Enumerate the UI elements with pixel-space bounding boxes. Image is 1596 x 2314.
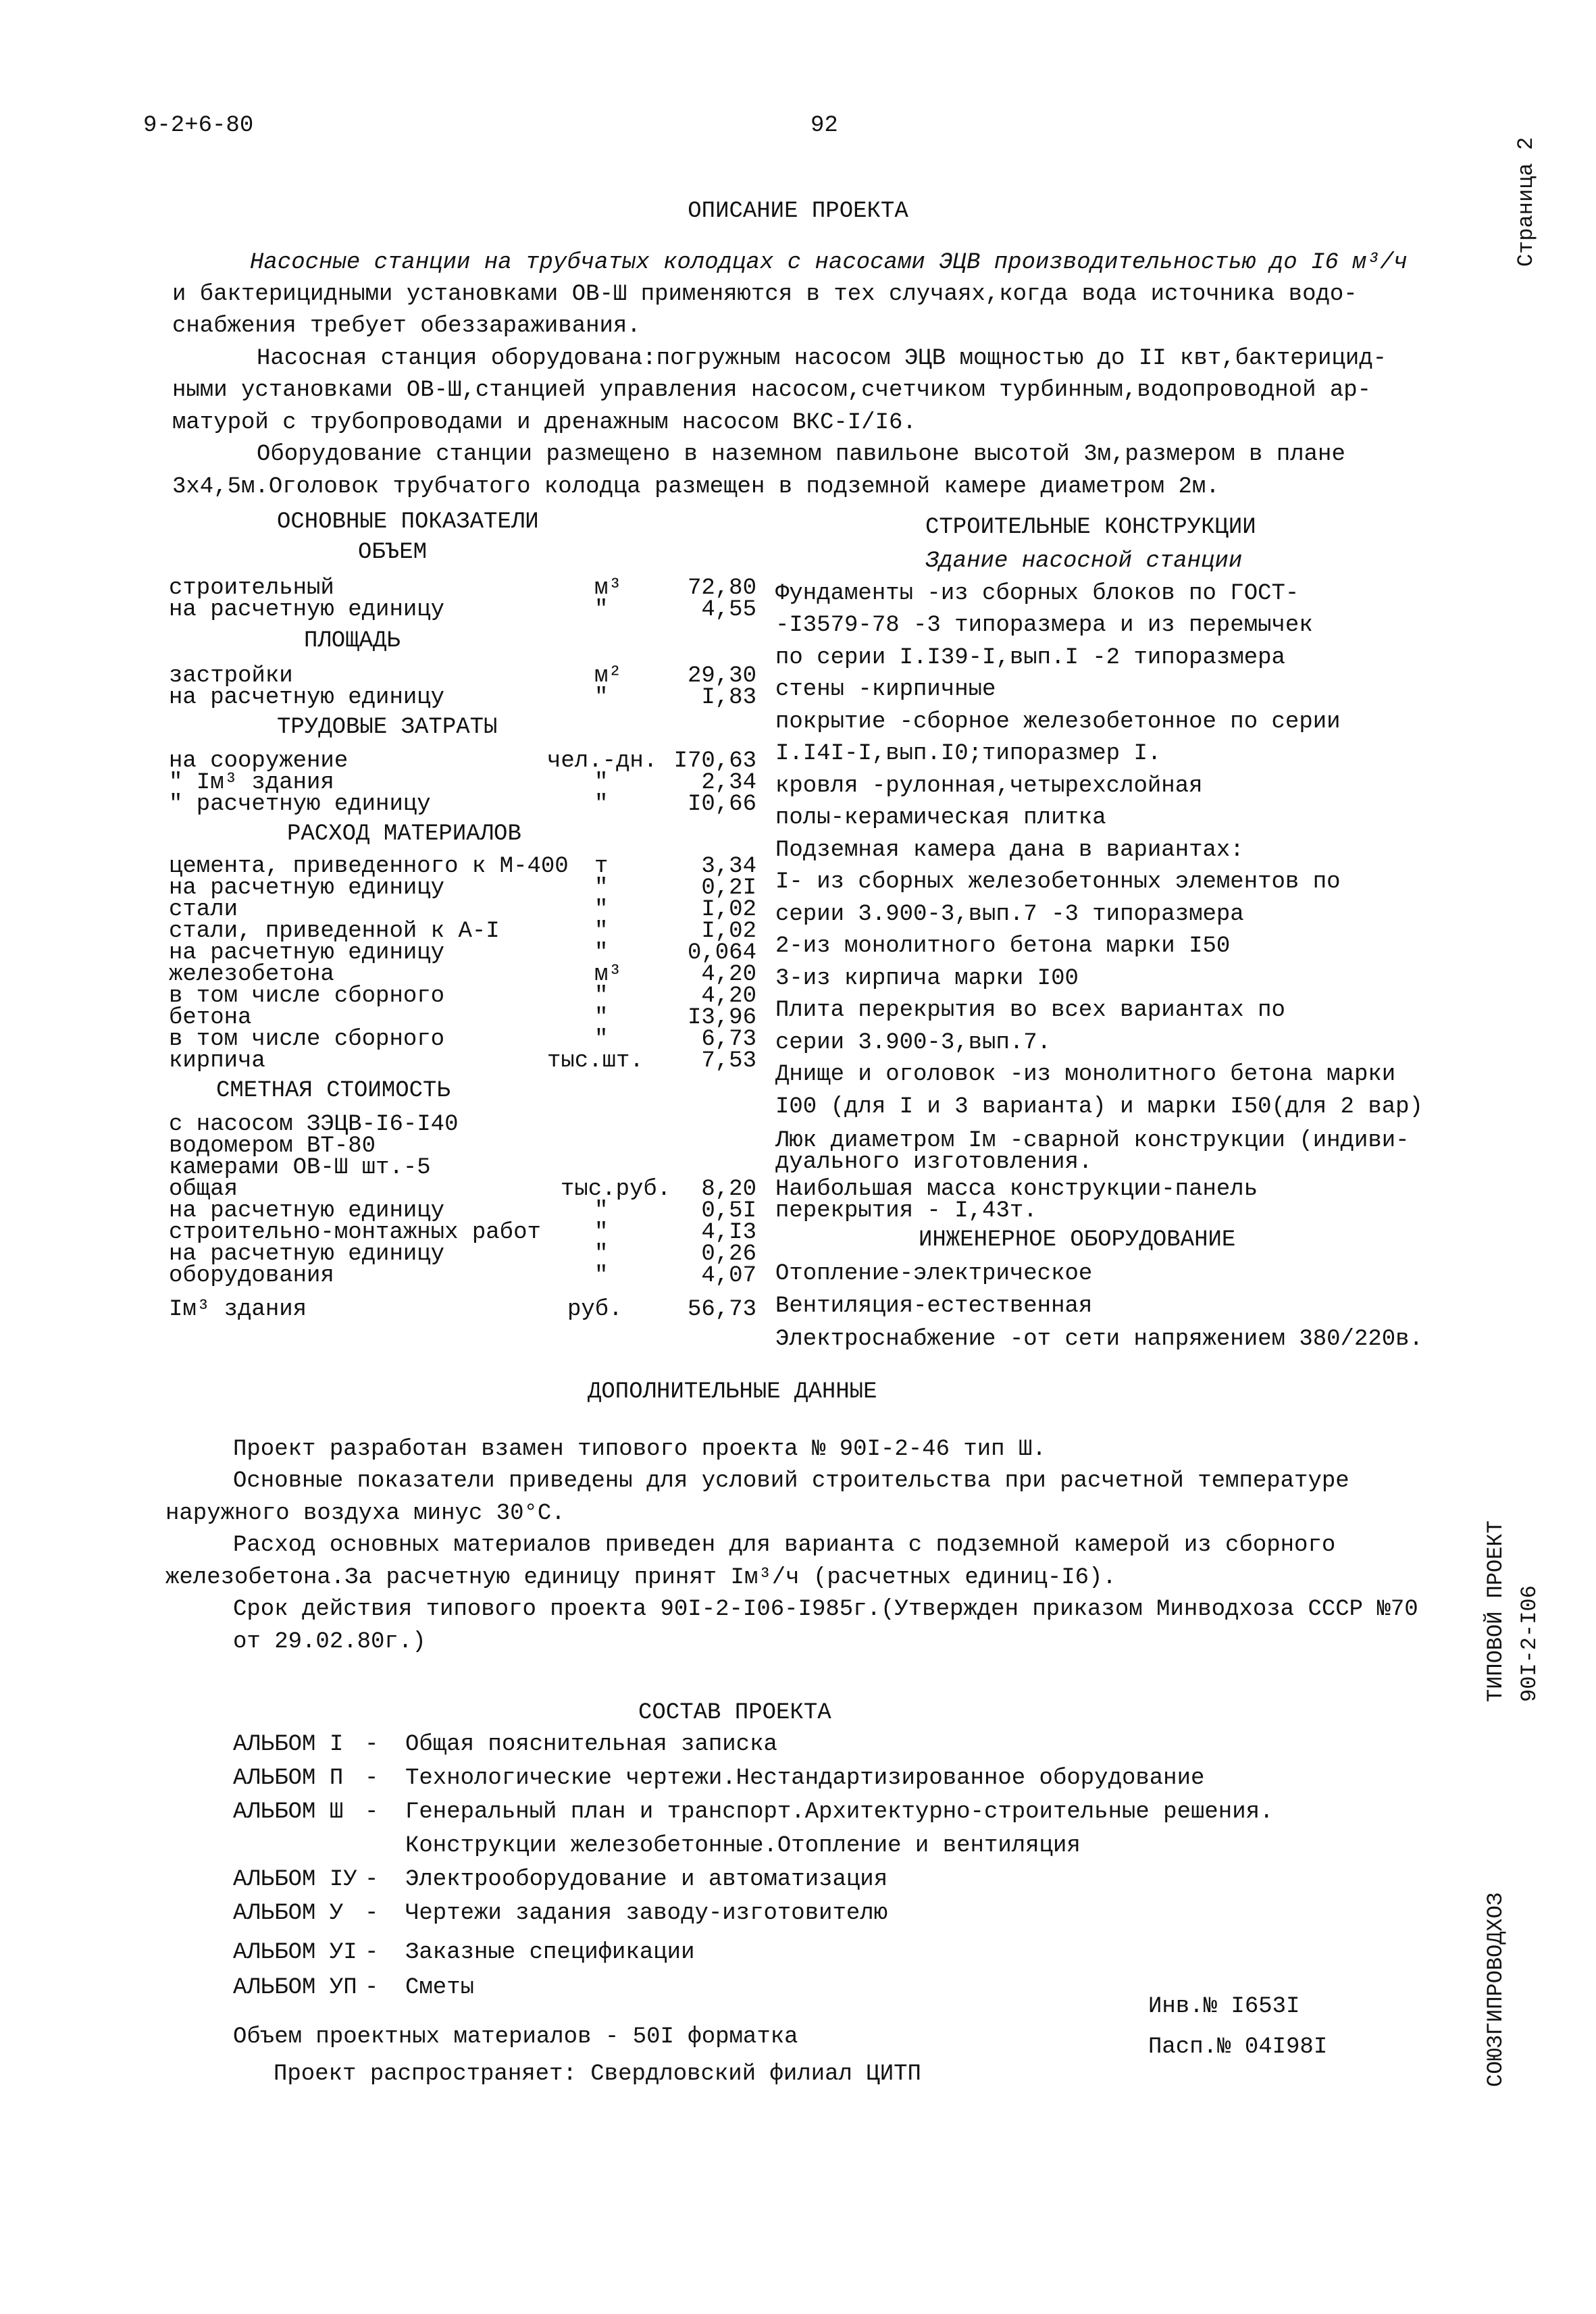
album-name: АЛЬБОМ УП — [233, 1975, 357, 2001]
indicator-row: водомером ВТ-80 — [169, 1133, 376, 1159]
section-heading: ОБЪЕМ — [358, 540, 428, 565]
construction-line: дуального изготовления. — [775, 1150, 1093, 1175]
construction-line: перекрытия - I,43т. — [775, 1198, 1037, 1224]
description-title: ОПИСАНИЕ ПРОЕКТА — [688, 199, 908, 224]
indicators-title: ОСНОВНЫЕ ПОКАЗАТЕЛИ — [277, 509, 539, 535]
indicator-row: " Iм³ здания " 2,34 — [169, 770, 756, 796]
construction-line: серии 3.900-3,вып.7 -3 типоразмера — [775, 902, 1244, 927]
description-line: снабжения требует обеззараживания. — [172, 313, 641, 339]
page-number: 92 — [810, 113, 838, 138]
construction-line: серии 3.900-3,вып.7. — [775, 1030, 1052, 1056]
additional-line: Основные показатели приведены для условий строительства при расчетной температуре — [233, 1468, 1349, 1494]
construction-line: покрытие -сборное железобетонное по серии — [775, 709, 1341, 735]
engineering-line: Отопление-электрическое — [775, 1261, 1093, 1287]
construction-line: стены -кирпичные — [775, 677, 996, 702]
indicator-row: стали, приведенной к А-I " I,02 — [169, 919, 756, 944]
album-dash: - — [365, 1940, 379, 1965]
album-desc: Генеральный план и транспорт.Архитектурно-строительные решения. — [405, 1799, 1274, 1825]
album-dash: - — [365, 1867, 379, 1893]
album-name: АЛЬБОМ I — [233, 1732, 344, 1757]
indicator-row: в том числе сборного " 4,20 — [169, 983, 756, 1009]
passport-number: Пасп.№ 04I98I — [1148, 2034, 1328, 2060]
indicator-row: железобетона м³ 4,20 — [169, 962, 756, 987]
album-dash: - — [365, 1975, 379, 2001]
indicator-row: цемента, приведенного к М-400 т 3,34 — [169, 854, 756, 879]
additional-line: Расход основных материалов приведен для варианта с подземной камерой из сборного — [233, 1533, 1336, 1558]
album-desc: Общая пояснительная записка — [405, 1732, 777, 1757]
indicator-row: стали " I,02 — [169, 897, 756, 923]
construction-line: по серии I.I39-I,вып.I -2 типоразмера — [775, 645, 1285, 671]
construction-line: Днище и оголовок -из монолитного бетона марки — [775, 1062, 1396, 1087]
margin-org: СОЮЗГИПРОВОДХОЗ — [1483, 1892, 1508, 2087]
additional-title: ДОПОЛНИТЕЛЬНЫЕ ДАННЫЕ — [588, 1379, 877, 1405]
margin-page-label: Страница 2 — [1514, 136, 1539, 267]
indicator-row: " расчетную единицу " I0,66 — [169, 792, 756, 817]
album-name: АЛЬБОМ П — [233, 1766, 344, 1791]
section-heading: РАСХОД МАТЕРИАЛОВ — [287, 821, 521, 847]
album-desc: Сметы — [405, 1975, 475, 2001]
construction-line: Люк диаметром Iм -сварной конструкции (индиви- — [775, 1128, 1410, 1154]
indicator-row: на расчетную единицу " 0,5I — [169, 1198, 756, 1224]
indicator-row: строительный м³ 72,80 — [169, 575, 756, 601]
album-name: АЛЬБОМ УI — [233, 1940, 357, 1965]
album-desc: Технологические чертежи.Нестандартизированное оборудование — [405, 1766, 1205, 1791]
margin-project-code: 90I-2-I06 — [1517, 1585, 1542, 1702]
engineering-line: Электроснабжение -от сети напряжением 380/220в. — [775, 1327, 1423, 1352]
additional-line: железобетона.За расчетную единицу принят Iм³/ч (расчетных единиц-I6). — [165, 1565, 1116, 1591]
album-dash: - — [365, 1799, 379, 1825]
additional-line: Проект разработан взамен типового проекта № 90I-2-46 тип Ш. — [233, 1437, 1046, 1462]
construction-line: кровля -рулонная,четырехслойная — [775, 773, 1203, 799]
construction-line: Наибольшая масса конструкции-панель — [775, 1177, 1258, 1202]
indicator-row: оборудования " 4,07 — [169, 1263, 756, 1289]
construction-line: -I3579-78 -3 типоразмера и из перемычек — [775, 613, 1313, 638]
construction-line: I- из сборных железобетонных элементов по — [775, 869, 1341, 895]
construction-title: СТРОИТЕЛЬНЫЕ КОНСТРУКЦИИ — [925, 515, 1256, 540]
indicator-row: на сооружение чел.-дн. I70,63 — [169, 748, 756, 774]
construction-line: 3-из кирпича марки I00 — [775, 966, 1079, 992]
album-desc: Конструкции железобетонные.Отопление и вентиляция — [405, 1833, 1081, 1859]
description-line: Насосные станции на трубчатых колодцах с насосами ЭЦВ производительностью до I6 м³/ч — [250, 250, 1408, 276]
description-line: и бактерицидными установками ОВ-Ш применяются в тех случаях,когда вода источника водо- — [172, 282, 1358, 307]
description-line: 3х4,5м.Оголовок трубчатого колодца размещен в подземной камере диаметром 2м. — [172, 474, 1220, 500]
album-dash: - — [365, 1732, 379, 1757]
indicator-row: в том числе сборного " 6,73 — [169, 1027, 756, 1052]
materials-volume: Объем проектных материалов - 50I форматка — [233, 2024, 798, 2050]
margin-project-label: ТИПОВОЙ ПРОЕКТ — [1483, 1520, 1508, 1702]
indicator-row: общая тыс.руб. 8,20 — [169, 1177, 756, 1202]
indicator-row: кирпича тыс.шт. 7,53 — [169, 1048, 756, 1074]
construction-subtitle: Здание насосной станции — [925, 548, 1243, 574]
composition-title: СОСТАВ ПРОЕКТА — [638, 1700, 831, 1726]
engineering-title: ИНЖЕНЕРНОЕ ОБОРУДОВАНИЕ — [919, 1227, 1236, 1253]
description-line: матурой с трубопроводами и дренажным насосом ВКС-I/I6. — [172, 410, 917, 436]
description-line: ными установками ОВ-Ш,станцией управления насосом,счетчиком турбинным,водопроводной ар- — [172, 378, 1372, 403]
album-desc: Заказные спецификации — [405, 1940, 695, 1965]
album-name: АЛЬБОМ У — [233, 1901, 344, 1926]
additional-line: наружного воздуха минус 30°С. — [165, 1501, 565, 1526]
description-line: Оборудование станции размещено в наземном павильоне высотой 3м,размером в плане — [257, 442, 1345, 467]
section-heading: ПЛОЩАДЬ — [304, 628, 401, 654]
description-line: Насосная станция оборудована:погружным насосом ЭЦВ мощностью до II квт,бактерицид- — [257, 346, 1387, 371]
indicator-row: Iм³ здания руб. 56,73 — [169, 1297, 756, 1322]
indicator-row: на расчетную единицу " I,83 — [169, 685, 756, 711]
distributor: Проект распространяет: Свердловский филиал ЦИТП — [274, 2061, 921, 2087]
indicator-row: камерами ОВ-Ш шт.-5 — [169, 1155, 431, 1181]
section-heading: ТРУДОВЫЕ ЗАТРАТЫ — [277, 715, 498, 740]
album-dash: - — [365, 1766, 379, 1791]
album-dash: - — [365, 1901, 379, 1926]
construction-line: Плита перекрытия во всех вариантах по — [775, 998, 1285, 1023]
indicator-row: на расчетную единицу " 0,2I — [169, 875, 756, 901]
indicator-row: с насосом ЗЭЦВ-I6-I40 — [169, 1112, 459, 1137]
indicator-row: на расчетную единицу " 0,064 — [169, 940, 756, 966]
construction-line: Подземная камера дана в вариантах: — [775, 838, 1244, 863]
additional-line: от 29.02.80г.) — [233, 1629, 426, 1655]
engineering-line: Вентиляция-естественная — [775, 1293, 1093, 1319]
album-desc: Чертежи задания заводу-изготовителю — [405, 1901, 888, 1926]
indicator-row: строительно-монтажных работ " 4,I3 — [169, 1220, 756, 1245]
construction-line: 2-из монолитного бетона марки I50 — [775, 933, 1231, 959]
construction-line: полы-керамическая плитка — [775, 805, 1106, 831]
inventory-number: Инв.№ I653I — [1148, 1994, 1300, 2020]
construction-line: I.I4I-I,вып.I0;типоразмер I. — [775, 741, 1162, 767]
album-name: АЛЬБОМ IУ — [233, 1867, 357, 1893]
doc-code: 9-2+6-80 — [143, 113, 254, 138]
album-desc: Электрооборудование и автоматизация — [405, 1867, 888, 1893]
indicator-row: на расчетную единицу " 4,55 — [169, 597, 756, 623]
construction-line: I00 (для I и 3 варианта) и марки I50(для 2 вар) — [775, 1094, 1423, 1120]
album-name: АЛЬБОМ Ш — [233, 1799, 344, 1825]
indicator-row: застройки м² 29,30 — [169, 663, 756, 689]
construction-line: Фундаменты -из сборных блоков по ГОСТ- — [775, 581, 1299, 607]
additional-line: Срок действия типового проекта 90I-2-I06-I985г.(Утвержден приказом Минводхоза СССР №70 — [233, 1597, 1418, 1622]
indicator-row: на расчетную единицу " 0,26 — [169, 1241, 756, 1267]
section-heading: СМЕТНАЯ СТОИМОСТЬ — [216, 1078, 451, 1104]
indicator-row: бетона " I3,96 — [169, 1005, 756, 1031]
